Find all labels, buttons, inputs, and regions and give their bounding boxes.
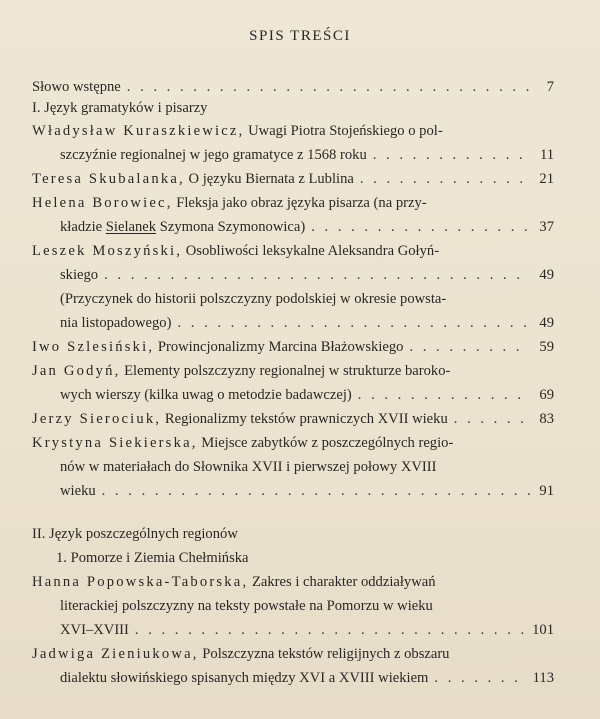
entry-text: literackiej polszczyzny na teksty powstałe na Pomorzu w wieku xyxy=(60,598,433,614)
dot-leader xyxy=(135,621,526,639)
page-number: 7 xyxy=(546,79,554,95)
toc-entry-continuation xyxy=(32,482,554,500)
toc-entry xyxy=(32,338,554,356)
entry-text: Prowincjonalizmy Marcina Błażowskiego xyxy=(157,339,404,355)
entry-text: dialektu słowińskiego spisanych między XVI a XVIII wiekiem xyxy=(60,670,429,686)
toc-entry xyxy=(32,290,554,308)
entry-text: Elementy polszczyzny regionalnej w strukturze baroko- xyxy=(124,363,451,379)
entry-author: Helena Borowiec, xyxy=(32,195,173,211)
section-heading-text: I. Język gramatyków i pisarzy xyxy=(32,100,208,116)
entry-text: Zakres i charakter oddziaływań xyxy=(251,574,436,590)
dot-leader xyxy=(127,78,530,96)
toc-entry-continuation xyxy=(32,458,554,476)
entry-text: szczyźnie regionalnej w jego gramatyce z 1568 roku xyxy=(60,147,367,163)
page-number: 113 xyxy=(532,670,554,686)
toc-entry xyxy=(32,434,554,452)
section-heading xyxy=(32,525,554,543)
page-number: 49 xyxy=(539,267,554,283)
toc-entry xyxy=(32,645,554,663)
subsection-heading xyxy=(32,549,554,567)
entry-author: Krystyna Siekierska, xyxy=(32,435,198,451)
entry-text: O języku Biernata z Lublina xyxy=(188,171,354,187)
entry-text: Regionalizmy tekstów prawniczych XVII wieku xyxy=(164,411,448,427)
dot-leader xyxy=(102,482,530,500)
entry-title-underlined: Sielanek xyxy=(105,219,157,235)
entry-text: nów w materiałach do Słownika XVII i pierwszej połowy XVIII xyxy=(60,459,437,475)
page-title: SPIS TREŚCI xyxy=(249,28,351,44)
dot-leader xyxy=(104,266,530,284)
page-number: 83 xyxy=(539,411,554,427)
entry-text: Słowo wstępne xyxy=(32,79,121,95)
entry-text: kładzie xyxy=(60,219,103,235)
entry-text: skiego xyxy=(60,267,99,283)
toc-entry xyxy=(32,362,554,380)
toc-entry xyxy=(32,410,554,428)
entry-author: Jan Godyń, xyxy=(32,363,121,379)
entry-text: nia listopadowego) xyxy=(60,315,172,331)
toc-entry xyxy=(32,170,554,188)
toc-entry-continuation xyxy=(32,314,554,332)
page-number: 91 xyxy=(539,483,554,499)
entry-author: Hanna Popowska-Taborska, xyxy=(32,574,249,590)
toc-entry-continuation xyxy=(32,266,554,284)
section-heading xyxy=(32,99,554,117)
entry-text: wieku xyxy=(60,483,96,499)
page-number: 59 xyxy=(539,339,554,355)
entry-text: Fleksja jako obraz języka pisarza (na przy- xyxy=(176,195,427,211)
toc-entry xyxy=(32,194,554,212)
page-number: 11 xyxy=(539,147,554,163)
toc-entry xyxy=(32,242,554,260)
entry-author: Władysław Kuraszkiewicz, xyxy=(32,123,245,139)
page-number: 69 xyxy=(539,387,554,403)
toc-entry-continuation xyxy=(32,621,554,639)
dot-leader xyxy=(177,314,530,332)
dot-leader xyxy=(373,146,530,164)
entry-author: Teresa Skubalanka, xyxy=(32,171,185,187)
entry-text: Szymona Szymonowica) xyxy=(159,219,306,235)
toc-entry-continuation xyxy=(32,146,554,164)
toc-entry-continuation xyxy=(32,218,554,236)
entry-text: Osobliwości leksykalne Aleksandra Gołyń- xyxy=(185,243,440,259)
dot-leader xyxy=(360,170,530,188)
entry-author: Jerzy Sierociuk, xyxy=(32,411,162,427)
page-number: 101 xyxy=(532,622,554,638)
entry-author: Iwo Szlesiński, xyxy=(32,339,155,355)
toc-entry-continuation xyxy=(32,597,554,615)
entry-text: Uwagi Piotra Stojeńskiego o pol- xyxy=(248,123,443,139)
toc-entry-continuation xyxy=(32,669,554,687)
toc-entry-continuation xyxy=(32,386,554,404)
entry-text: XVI–XVIII xyxy=(60,622,129,638)
toc-entry xyxy=(32,573,554,591)
toc-entry xyxy=(32,122,554,140)
entry-author: Jadwiga Zieniukowa, xyxy=(32,646,199,662)
entry-text: Polszczyzna tekstów religijnych z obszaru xyxy=(202,646,450,662)
entry-text: Miejsce zabytków z poszczególnych regio- xyxy=(201,435,454,451)
toc-entry xyxy=(32,78,554,96)
subsection-heading-text: 1. Pomorze i Ziemia Chełmińska xyxy=(56,550,249,566)
page-number: 49 xyxy=(539,315,554,331)
entry-text: (Przyczynek do historii polszczyzny podolskiej w okresie powsta- xyxy=(60,291,447,307)
section-heading-text: II. Język poszczególnych regionów xyxy=(32,526,238,542)
entry-author: Leszek Moszyński, xyxy=(32,243,183,259)
dot-leader xyxy=(358,386,530,404)
page-number: 37 xyxy=(539,219,554,235)
dot-leader xyxy=(311,218,530,236)
page-number: 21 xyxy=(539,171,554,187)
entry-text: wych wierszy (kilka uwag o metodzie badawczej) xyxy=(60,387,352,403)
dot-leader xyxy=(409,338,530,356)
dot-leader xyxy=(454,410,530,428)
dot-leader xyxy=(434,669,526,687)
